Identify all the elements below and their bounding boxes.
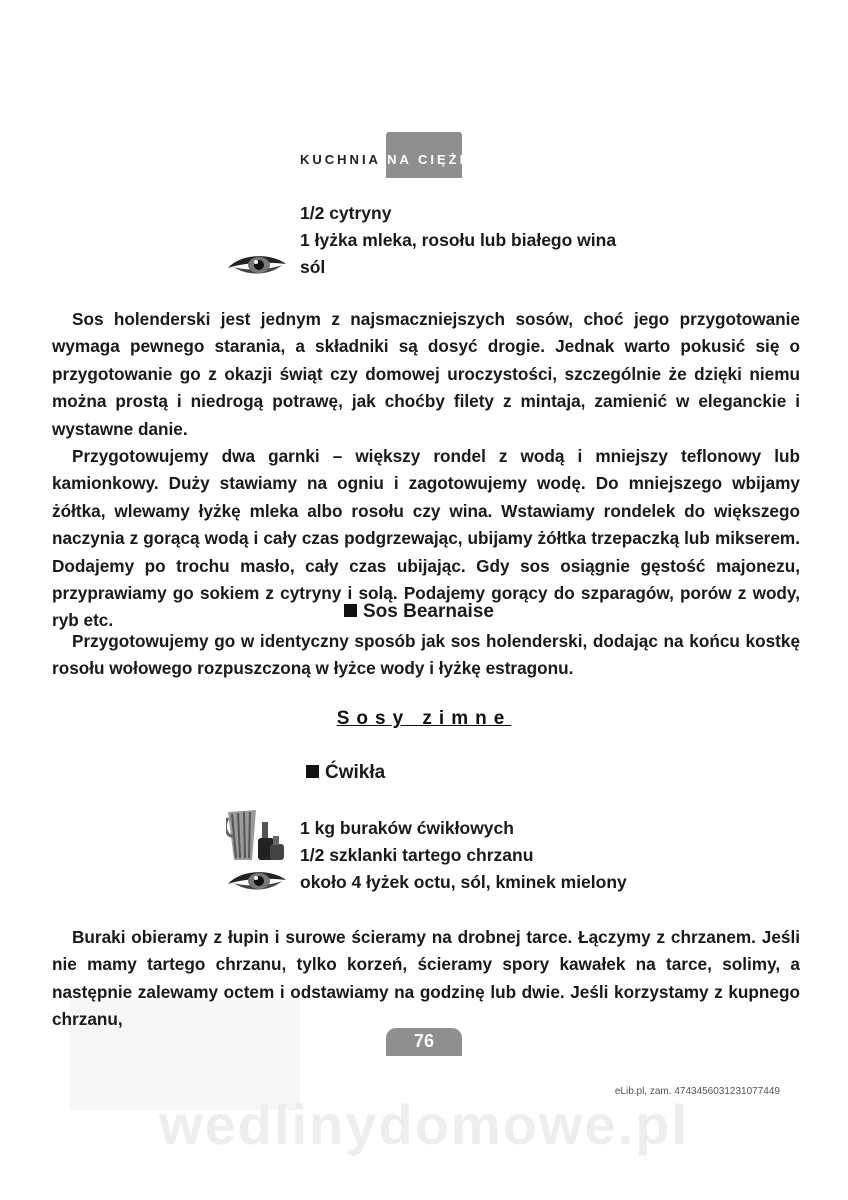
subheading-text: Sos Bearnaise — [363, 601, 494, 622]
section-title: Sosy zimne — [336, 708, 512, 729]
bearnaise-text — [52, 628, 800, 683]
watermark: wedlinydomowe.pl — [159, 1093, 689, 1156]
ingredient-item: 1 łyżka mleka, rosołu lub białego wina — [300, 230, 617, 250]
paragraph: Przygotowujemy go w identyczny sposób jak sos holenderski, dodając na końcu kostkę rosołu wołowego rozpuszczoną w łyżce wody i łyżkę estragonu. — [52, 631, 800, 679]
ingredient-item: 1/2 szklanki tartego chrzanu — [300, 845, 534, 865]
hollandaise-text — [52, 306, 800, 635]
header-title-part1: KUCHNIA — [300, 152, 388, 167]
paragraph: Przygotowujemy dwa garnki – większy rondel z wodą i mniejszy teflonowy lub kamionkowy. Duży stawiamy na ogniu i zagotowujemy wodę. Do mniejszego wbijamy żółtka, wlewamy łyżkę mleka albo rosołu czy wina. Wstawiamy rondelek do większego naczynia z gorącą wodą i cały czas podgrzewając, ubijamy żółtka trzepaczką lub mikserem. Dodajemy po trochu masło, cały czas ubijając. Gdy sos osiągnie gęstość majonezu, przyprawiamy go sokiem z cytryny i solą. Podajemy gorący do szparagów, porów z wody, ryb etc. — [52, 446, 800, 631]
ingredient-item: sól — [300, 257, 326, 277]
eye-icon — [226, 866, 288, 894]
page-number: 76 — [413, 1031, 435, 1051]
ingredient-list-cwikla — [300, 815, 627, 896]
bullet-square-icon — [344, 604, 357, 617]
ingredient-item: 1 kg buraków ćwikłowych — [300, 818, 514, 838]
kitchen-utensils-icon — [226, 808, 288, 862]
cwikla-text — [52, 924, 800, 1034]
paragraph: Buraki obieramy z łupin i surowe ścieramy na drobnej tarce. Łączymy z chrzanem. Jeśli nie mamy tartego chrzanu, tylko korzeń, ścieramy spory kawałek na tarce, solimy, a następnie zalewamy octem i odstawiamy na godzinę lub dwie. Jeśli korzystamy z kupnego chrzanu, — [52, 927, 800, 1030]
subheading-bearnaise — [344, 601, 494, 623]
bullet-square-icon — [306, 765, 319, 778]
footer-license: eLib.pl, zam. 4743456031231077449 — [614, 1086, 780, 1097]
subheading-text: Ćwikła — [325, 762, 386, 783]
eye-icon — [226, 250, 288, 278]
ingredient-list-top — [300, 200, 616, 281]
paragraph: Sos holenderski jest jednym z najsmaczniejszych sosów, choć jego przygotowanie wymaga pewnego starania, a składniki są dosyć drogie. Jednak warto pokusić się o przygotowanie go z okazji świąt czy domowej uroczystości, szczególnie że dzięki niemu można prostą i niedrogą potrawę, jak choćby filety z mintaja, zamienić w eleganckie i wystawne danie. — [52, 309, 800, 439]
ingredient-item: 1/2 cytryny — [300, 203, 392, 223]
subheading-cwikla — [306, 762, 385, 784]
ingredient-item: około 4 łyżek octu, sól, kminek mielony — [300, 872, 627, 892]
running-header — [300, 152, 600, 167]
header-title-part2: NA CIĘŻKIE CZASY — [387, 152, 556, 167]
